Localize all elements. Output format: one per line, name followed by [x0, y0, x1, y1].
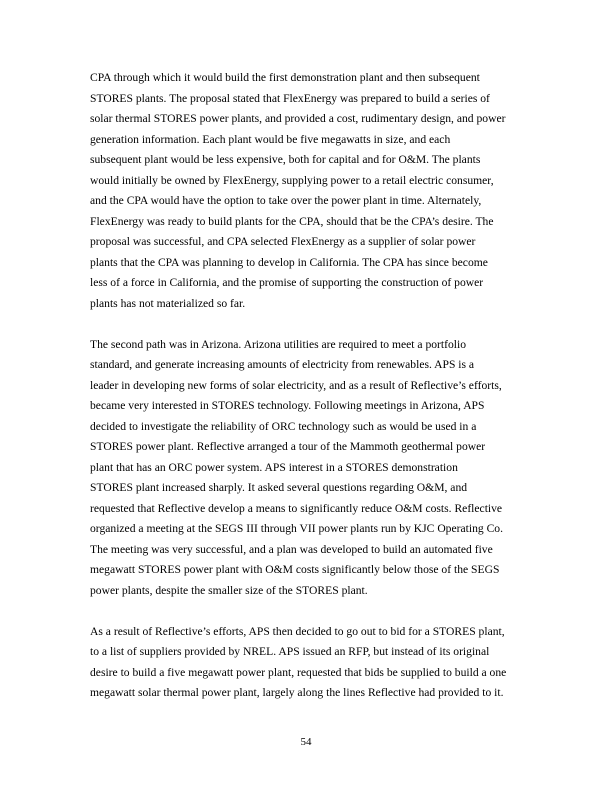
- text-line: desire to build a five megawatt power plant, requested that bids be supplied to build a one: [90, 665, 507, 679]
- text-line: would initially be owned by FlexEnergy, supplying power to a retail electric consumer,: [90, 173, 494, 187]
- paragraph-aps-bid: [90, 622, 530, 704]
- text-line: decided to investigate the reliability of ORC technology such as would be used in a: [90, 419, 477, 433]
- text-line: megawatt solar thermal power plant, largely along the lines Reflective had provided to it.: [90, 686, 504, 699]
- text-line: organized a meeting at the SEGS III through VII power plants run by KJC Operating Co.: [90, 522, 503, 535]
- text-line: plant that has an ORC power system. APS interest in a STORES demonstration: [90, 460, 458, 474]
- text-line: generation information. Each plant would be five megawatts in size, and each: [90, 132, 451, 146]
- text-line: proposal was successful, and CPA selected FlexEnergy as a supplier of solar power: [90, 235, 476, 248]
- text-line: standard, and generate increasing amounts of electricity from renewables. APS is a: [90, 358, 475, 371]
- text-line: CPA through which it would build the first demonstration plant and then subsequent: [90, 71, 480, 84]
- text-line: FlexEnergy was ready to build plants for the CPA, should that be the CPA’s desire. The: [90, 214, 494, 228]
- paragraph-arizona: [90, 335, 530, 602]
- text-line: The second path was in Arizona. Arizona utilities are required to meet a portfolio: [90, 337, 467, 351]
- text-line: plants has not materialized so far.: [90, 296, 246, 310]
- text-line: plants that the CPA was planning to develop in California. The CPA has since become: [90, 255, 488, 269]
- text-line: The meeting was very successful, and a plan was developed to build an automated five: [90, 542, 493, 556]
- text-line: STORES plants. The proposal stated that FlexEnergy was prepared to build a series of: [90, 91, 490, 105]
- text-line: less of a force in California, and the promise of supporting the construction of power: [90, 276, 484, 289]
- text-line: leader in developing new forms of solar electricity, and as a result of Reflective’s efforts,: [90, 378, 502, 392]
- text-line: solar thermal STORES power plants, and provided a cost, rudimentary design, and power: [90, 112, 506, 125]
- paragraph-cpa: [90, 68, 530, 314]
- page-number: 54: [300, 736, 312, 748]
- text-line: As a result of Reflective’s efforts, APS then decided to go out to bid for a STORES plant,: [90, 624, 505, 638]
- text-line: and the CPA would have the option to take over the power plant in time. Alternately,: [90, 194, 482, 207]
- text-line: to a list of suppliers provided by NREL. APS issued an RFP, but instead of its original: [90, 645, 490, 658]
- text-line: power plants, despite the smaller size of the STORES plant.: [90, 583, 368, 597]
- text-line: STORES plant increased sharply. It asked several questions regarding O&M, and: [90, 481, 468, 494]
- text-line: STORES power plant. Reflective arranged a tour of the Mammoth geothermal power: [90, 440, 486, 453]
- paragraph-spacer: [90, 314, 530, 335]
- text-line: requested that Reflective develop a means to significantly reduce O&M costs. Reflective: [90, 501, 503, 515]
- body-text: [90, 68, 530, 704]
- paragraph-spacer: [90, 601, 530, 622]
- text-line: subsequent plant would be less expensive, both for capital and for O&M. The plants: [90, 153, 481, 166]
- text-line: became very interested in STORES technology. Following meetings in Arizona, APS: [90, 399, 485, 412]
- text-line: megawatt STORES power plant with O&M costs significantly below those of the SEGS: [90, 563, 500, 576]
